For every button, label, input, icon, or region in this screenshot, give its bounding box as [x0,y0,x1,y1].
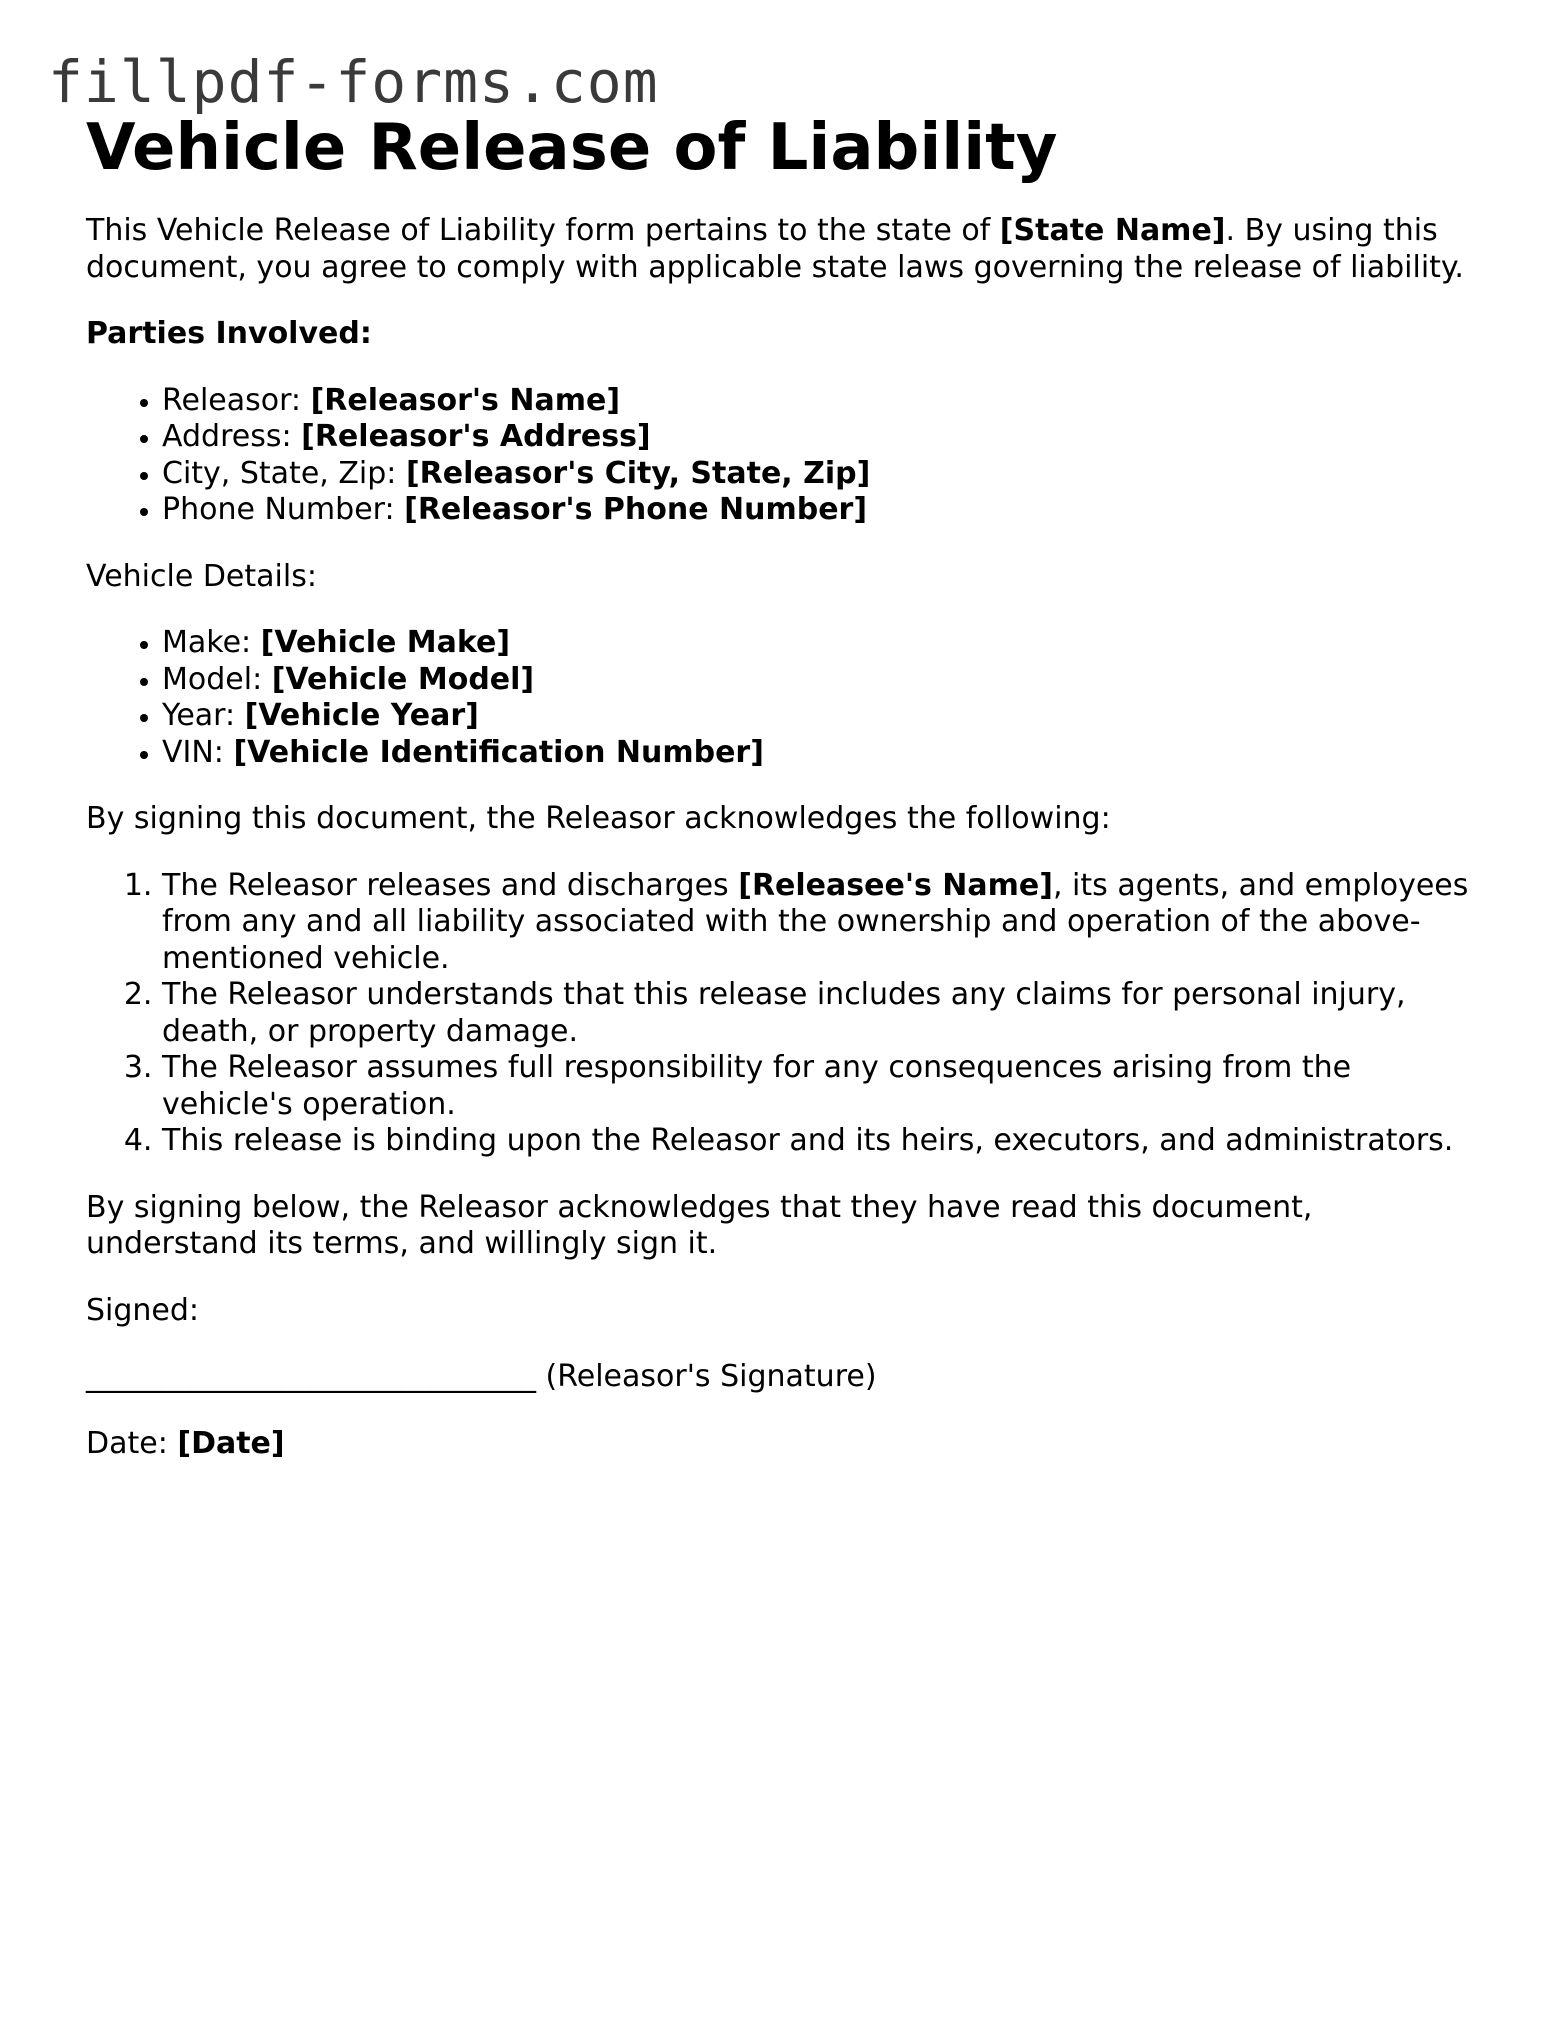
vehicle-details-heading: Vehicle Details: [86,558,317,594]
vehicle-year-placeholder: [Vehicle Year] [244,698,479,733]
list-item: 4. This release is binding upon the Releasor and its heirs, executors, and administrators. [162,1123,1486,1160]
list-item [162,419,1486,456]
releasee-name-placeholder: [Releasee's Name] [738,867,1053,903]
releasor-address-placeholder: [Releasor's Address] [301,419,651,454]
list-item [162,456,1486,493]
date-placeholder: [Date] [177,1425,285,1461]
releasor-city-state-zip-placeholder: [Releasor's City, State, Zip] [405,455,871,491]
acknowledgments-list [86,868,1486,1160]
signature-line [86,1359,1486,1396]
releasor-name-placeholder: [Releasor's Name] [310,382,621,418]
signature-caption: (Releasor's Signature) [536,1359,877,1394]
list-item [162,625,1486,662]
document-page [86,108,1486,1462]
intro-paragraph [86,213,1486,286]
address-label: Address: [162,419,302,454]
releasor-phone-placeholder: [Releasor's Phone Number] [404,492,868,527]
list-item: 2. The Releasor understands that this release includes any claims for personal injury, death, or property damage. [162,977,1486,1050]
parties-heading: Parties Involved: [86,316,372,351]
acknowledgments-heading: By signing this document, the Releasor acknowledges the following: [86,801,1111,836]
list-item [162,735,1486,772]
vehicle-vin-placeholder: [Vehicle Identification Number] [233,734,764,770]
closing-paragraph: By signing below, the Releasor acknowledges that they have read this document, understand its terms, and willingly sign it. [86,1189,1313,1261]
signature-blank: ______________________________ [86,1359,536,1394]
list-item [162,698,1486,735]
releasor-label: Releasor: [162,382,311,418]
city-state-zip-label: City, State, Zip: [162,455,406,491]
date-line [86,1426,1486,1463]
vin-label: VIN: [162,734,234,770]
date-label: Date: [86,1425,178,1461]
year-label: Year: [162,698,245,733]
signed-label: Signed: [86,1292,200,1328]
ack-item-1-before: The Releasor releases and discharges [162,867,739,903]
vehicle-model-placeholder: [Vehicle Model] [271,661,535,697]
watermark: fillpdf-forms.com [48,48,659,116]
parties-list [86,383,1486,529]
model-label: Model: [162,661,272,697]
phone-number-label: Phone Number: [162,492,405,527]
make-label: Make: [162,625,261,660]
state-name-placeholder: [State Name] [999,213,1226,248]
list-item [162,492,1486,529]
list-item: 3. The Releasor assumes full responsibility for any consequences arising from the vehicle's operation. [162,1050,1486,1123]
list-item [162,383,1486,420]
ack-item-1-after: , its agents, and employees from any and all liability associated with the ownership and operation of the above-mentioned vehicle. [162,867,1469,976]
vehicle-details-list [86,625,1486,771]
list-item [162,662,1486,699]
intro-text-before: This Vehicle Release of Liability form pertains to the state of [86,213,1000,248]
document-title: Vehicle Release of Liability [86,111,1058,185]
list-item [162,868,1486,978]
intro-text-after: . By using this document, you agree to comply with applicable state laws governing the release of liability. [86,213,1464,285]
vehicle-make-placeholder: [Vehicle Make] [260,625,511,660]
